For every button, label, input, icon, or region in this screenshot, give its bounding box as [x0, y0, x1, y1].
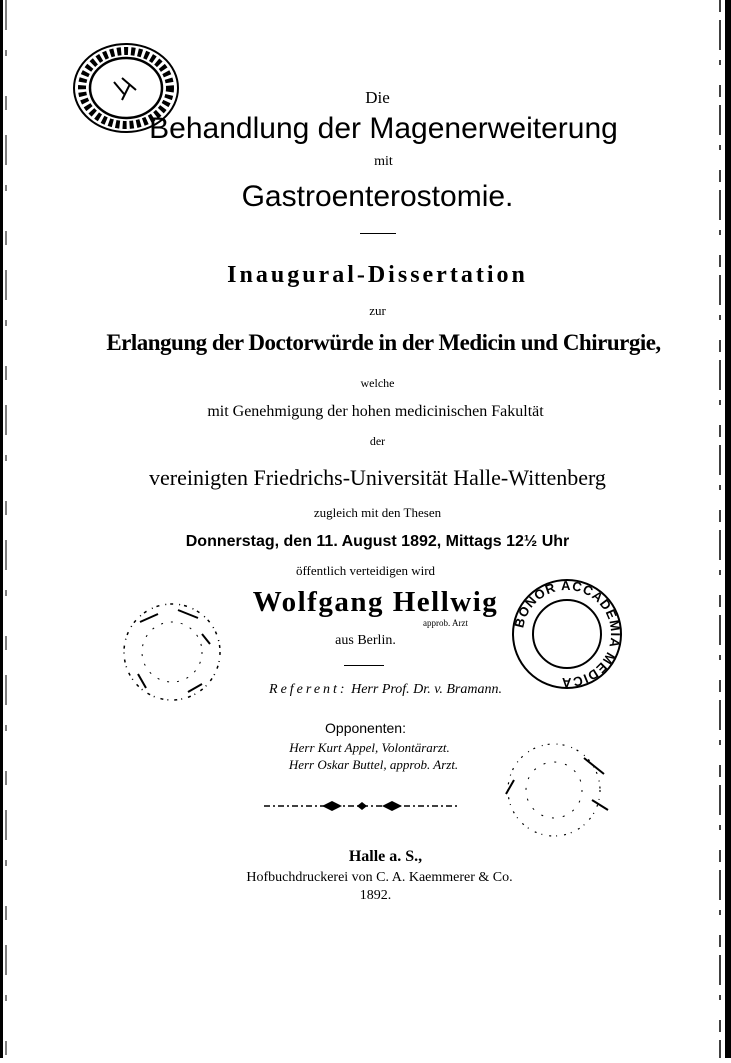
title-main: Behandlung der Magenerweiterung: [149, 112, 618, 145]
opponent-1: Herr Kurt Appel, Volontärarzt.: [289, 740, 450, 755]
author-name: Wolfgang Hellwig: [252, 586, 499, 618]
opponent-2: Herr Oskar Buttel, approb. Arzt.: [288, 757, 459, 772]
author-divider: [344, 665, 384, 666]
date-line: Donnerstag, den 11. August 1892, Mittags 12½ Uhr: [185, 533, 570, 550]
imprint-year: 1892.: [359, 888, 392, 903]
imprint-place: Halle a. S.,: [348, 848, 423, 865]
title-divider: [360, 233, 396, 234]
welche-text: welche: [360, 376, 395, 390]
imprint-printer: Hofbuchdruckerei von C. A. Kaemmerer & Co.: [246, 870, 513, 885]
theses-line: zugleich mit den Thesen: [313, 505, 442, 520]
title-die: Die: [365, 88, 390, 107]
defended-line: öffentlich verteidigen wird: [295, 563, 436, 578]
referent-line: [0, 682, 731, 698]
referent-value: Herr Prof. Dr. v. Bramann.: [351, 682, 502, 697]
author-origin: aus Berlin.: [335, 633, 396, 648]
author-title: approb. Arzt: [423, 618, 468, 628]
opponents-heading: Opponenten:: [325, 720, 406, 736]
referent-label: Referent:: [269, 682, 348, 697]
ornamental-divider: [262, 798, 462, 814]
approval-line: mit Genehmigung der hohen medicinischen Fakultät: [207, 403, 544, 420]
university-line: vereinigten Friedrichs-Universität Halle-Wittenberg: [149, 465, 606, 490]
der-text: der: [369, 434, 386, 448]
right-stamp-ring-text: BONOR ACCADEMIA MEDICA: [511, 577, 624, 691]
title-mit: mit: [374, 154, 393, 169]
purpose-line: Erlangung der Doctorwürde in der Medicin und Chirurgie,: [106, 330, 661, 355]
title-surgery: Gastroenterostomie.: [241, 180, 514, 213]
zur-text: zur: [369, 303, 386, 318]
dissertation-heading: Inaugural-Dissertation: [227, 262, 528, 288]
